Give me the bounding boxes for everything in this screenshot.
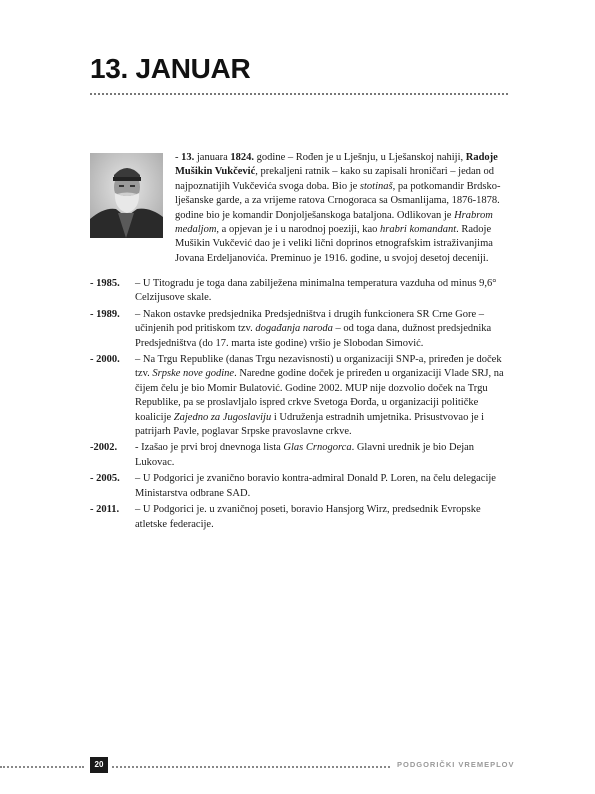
portrait-photo	[90, 153, 163, 238]
page-number: 20	[90, 757, 108, 773]
event-emphasis: Glas Crnogorca	[283, 442, 352, 454]
intro-text: , prekaljeni ratnik – kako su zapisali hroničari – jedan od najpoznatijih Vukčevića svoga doba. Bio je	[175, 166, 495, 192]
event-year: -2002.	[90, 442, 118, 454]
event-text-part: - Izašao je prvi broj dnevnoga lista	[135, 442, 284, 454]
intro-text: januara	[194, 152, 231, 163]
intro-year: 1824.	[230, 152, 255, 163]
event-text-part: . Naredne godine doček je priređen u organizaciji Vlade SRJ, na čijem čelu je bio Momir Bulatović. Godine 2002. MUP nije dozvolio doček na Trgu Republike, pa se proslavljalo ispred crkve Svetoga Đorđa, u organizaciji političke koalicije	[135, 368, 504, 423]
footer-dotted-rule	[112, 766, 390, 768]
event-text-part: – U Podgorici je. u zvaničnoj poseti, boravio Hansjorg Wirz, predsednik Evropske atletske federacije.	[135, 504, 481, 530]
intro-text: , a opjevan je i u narodnoj poeziji, kao	[216, 224, 380, 236]
intro-text: , pa potkomandir Brdsko-lješanske garde, a za vrijeme ratova Crnogoraca sa Osmanlijama, 1876-1878. godine bio je komandir Donjolješanskoga bataljona. Odlikovan je	[175, 180, 501, 221]
event-list	[90, 277, 508, 534]
event-text-part: i Udruženja estradnih umjetnika. Prisustvovao je i patrijarh Pavle, poglavar Srpske pravoslavne crkve.	[135, 411, 485, 438]
title-dotted-rule	[90, 93, 508, 95]
intro-text: godine – Rođen je u Lješnju, u Lješanskoj nahiji,	[254, 152, 466, 163]
intro-person-name: Radoje Mušikin Vukčević	[175, 152, 498, 178]
intro-text: . Radoje Mušikin Vukčević dao je i veliki lični doprinos etnografskim istraživanjima Jovana Erdeljanovića. Preminuo je 1916. godine, u svojoj desetoj deceniji.	[175, 224, 493, 264]
event-text-part: . Glavni urednik je bio Dejan Lukovac.	[135, 442, 475, 468]
event-text	[135, 308, 508, 351]
event-item	[90, 277, 508, 306]
event-text	[135, 441, 508, 470]
event-emphasis: događanja naroda	[255, 323, 333, 335]
event-text	[135, 353, 508, 439]
event-item	[90, 503, 508, 532]
event-emphasis: Zajedno za Jugoslaviju	[173, 411, 272, 423]
event-item	[90, 308, 508, 351]
event-text	[135, 277, 508, 306]
event-year: - 2005.	[90, 473, 120, 485]
event-text-part: – U Podgorici je zvanično boravio kontra-admiral Donald P. Loren, na čelu delegacije Ministarstva odbrane SAD.	[135, 473, 496, 499]
intro-date: 13.	[181, 152, 195, 163]
intro-paragraph	[175, 151, 507, 266]
event-emphasis: Srpske nove godine	[152, 368, 235, 380]
event-text	[135, 503, 508, 532]
intro-text: -	[175, 152, 182, 163]
page-title: 13. JANUAR	[90, 53, 251, 84]
running-footer: PODGORIČKI VREMEPLOV	[397, 760, 515, 769]
event-year: - 1989.	[90, 308, 120, 320]
intro-emphasis: hrabri komandant	[380, 224, 457, 236]
event-text-part: – Nakon ostavke predsjednika Predsjedništva i drugih funkcionera SR Crne Gore – učinjenih pod pritiskom tzv.	[135, 308, 485, 335]
intro-emphasis: Hrabrom medaljom	[175, 209, 493, 236]
event-item	[90, 353, 508, 439]
event-text-part: – Na Trgu Republike (danas Trgu nezavisnosti) u organizaciji SNP-a, priređen je doček tzv.	[135, 354, 502, 380]
event-text	[135, 472, 508, 501]
event-year: - 2000.	[90, 354, 120, 366]
event-text-part: – U Titogradu je toga dana zabilježena minimalna temperatura vazduha od minus 9,6° Celzijusove skale.	[135, 278, 497, 304]
event-item	[90, 472, 508, 501]
event-year: - 2011.	[90, 504, 120, 516]
event-item	[90, 441, 508, 470]
footer-dotted-rule	[0, 766, 84, 768]
intro-emphasis: stotinaš	[359, 180, 393, 192]
event-year: - 1985.	[90, 278, 120, 289]
event-text-part: – od toga dana, dužnost predsjednika Predsjedništva (do 17. marta iste godine) vršio je Slobodan Simović.	[135, 323, 492, 349]
